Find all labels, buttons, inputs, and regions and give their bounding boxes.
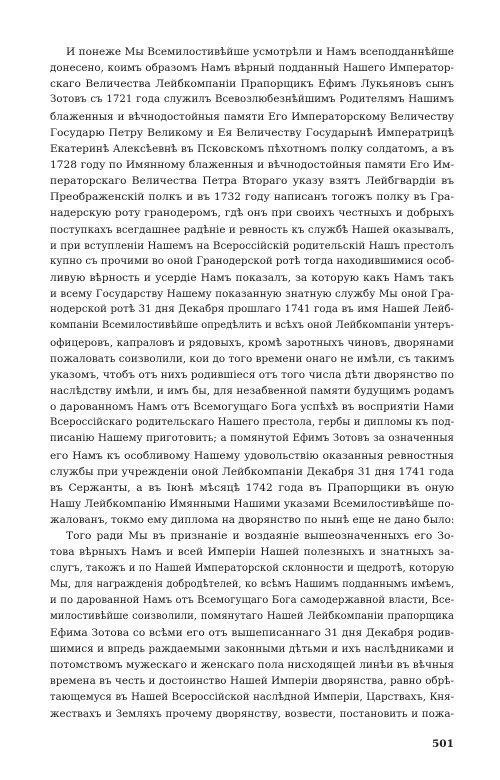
text-line: потомствомъ мужескаго и женскаго пола нисходящей линѣи въ вѣчныя: [50, 659, 454, 672]
text-line: писанію Нашему приготовить; а помянутой Ефимъ Зотовъ за означенныя: [50, 433, 454, 445]
text-line: компаніи Всемилостивѣйше опредѣлить и всѣхъ оной Лейбкомпаніи унтеръ-: [50, 320, 454, 332]
text-line: и при вступленіи Нашемъ на Всероссійскій родительскій Нашъ престолъ: [50, 239, 454, 252]
text-line: блаженныя и вѣчнодостойныя памяти Его Императорскому Величеству: [50, 110, 454, 123]
text-line: донесено, коимъ образомъ Намъ вѣрный подданный Нашего Император-: [50, 62, 454, 75]
text-line: Того ради Мы въ признаніе и воздаяніе вышеозначенныхъ его Зо-: [66, 530, 454, 543]
text-line: наслѣдству имѣли, и имъ бы, для незабвенной памяти будущимъ родамъ: [50, 384, 454, 397]
text-line: его Намъ къ особливому Нашему удовольствію оказанныя ревностныя: [50, 449, 454, 462]
text-line: И понеже Мы Всемилостивѣйше усмотрѣли и Намъ всеподданнѣйше: [66, 46, 454, 58]
text-line: тающемуся въ Нашей Всероссійской наслѣдной Имперіи, Царствахъ, Кня-: [50, 691, 454, 703]
text-line: надерскую роту гранодеромъ, гдѣ онъ при своихъ честныхъ и добрыхъ: [50, 207, 454, 220]
text-line: о дарованномъ Намъ отъ Всемогущаго Бога успѣхѣ въ восприятіи Нами: [50, 401, 454, 414]
text-line: купно съ прочими во оной Гранодерской ротѣ тогда находившимися особ-: [50, 255, 455, 267]
text-line: Преображенскій полкъ и въ 1732 году написанъ тогожъ полку въ Гра-: [50, 191, 454, 204]
text-line: Мы, для награжденія добродѣтелей, ко всѣмъ Нашимъ подданнымъ имѣемъ,: [50, 578, 454, 590]
text-line: жествахъ и Земляхъ прочему дворянству, возвести, постановить и пожа-: [50, 707, 454, 720]
text-line: това вѣрныхъ Намъ и всей Имперіи Нашей полезныхъ и знатныхъ за-: [50, 546, 454, 559]
text-line: указомъ, чтобъ отъ нихъ родившіеся отъ того числа дѣти дворянство по: [50, 368, 454, 381]
text-line: Нашу Лейбкомпанію Имянными Нашими указами Всемилостивѣйше по-: [50, 497, 455, 510]
text-line: времена въ честь и достоинство Нашей Имперіи дворянства, равно обрѣ-: [50, 675, 454, 688]
text-line: и по дарованной Намъ отъ Всемогущаго Бога самодержавной власти, Все-: [50, 594, 454, 606]
text-line: нодерской ротѣ 31 дня Декабря прошлаго 1741 года въ имя Нашей Лейб-: [50, 304, 454, 316]
text-line: милостивѣйше соизволили, помянутаго Нашей Лейбкомпаніи прапорщика: [50, 610, 454, 622]
text-line: Всероссійскаго родительскаго Нашего престола, гербы и дипломы къ под-: [50, 417, 454, 429]
text-line: жалованъ, токмо ему диплома на дворянство по нынѣ еще не дано было:: [50, 514, 455, 527]
text-line: въ Сержанты, а въ Іюнѣ мѣсяцѣ 1742 года въ Прапорщики въ оную: [50, 481, 454, 494]
text-line: 1728 году по Имянному блаженныя и вѣчнодостойныя памяти Его Им-: [50, 158, 454, 171]
body-text: [50, 44, 454, 722]
text-line: Ефима Зотова со всѣми его отъ вышеписаннаго 31 дня Декабря родив-: [50, 627, 454, 640]
text-line: офицеровъ, капраловъ и рядовыхъ, кромѣ заротныхъ чиновъ, дворянами: [50, 336, 454, 349]
text-line: Екатеринѣ Алексѣевнѣ въ Псковскомъ пѣхотномъ полку солдатомъ, а въ: [50, 142, 454, 155]
text-line: Государю Петру Великому и Ея Величеству Государынѣ Императрицѣ: [50, 126, 454, 139]
text-line: пожаловать соизволили, кои до того времени онаго не имѣли, съ такимъ: [50, 352, 455, 365]
text-line: скаго Величества Лейбкомпаніи Прапорщикъ Ефимъ Лукьяновъ сынъ: [50, 78, 454, 91]
text-line: ливую вѣрность и усердіе Намъ показалъ, за которую какъ Намъ такъ: [50, 271, 454, 284]
text-line: службы при учрежденіи оной Лейбкомпаніи Декабря 31 дня 1741 года: [50, 465, 454, 478]
text-line: шимися и впредь раждаемыми законными дѣтьми и ихъ наслѣдниками и: [50, 643, 454, 656]
text-line: ператорскаго Величества Петра Втораго указу взятъ Лейбгвардіи въ: [50, 175, 454, 188]
text-line: слугъ, такожъ и по Нашей Императорской склонности и щедротѣ, которую: [50, 562, 454, 574]
text-line: поступкахъ всегдашнее радѣніе и ревность къ службѣ Нашей оказывалъ,: [50, 223, 454, 236]
text-line: Зотовъ съ 1721 года служилъ Всевозлюбезнѣйшимъ Родителямъ Нашимъ: [50, 94, 454, 106]
text-line: и всему Государству Нашему показанную знатную службу Мы оной Гра-: [50, 288, 454, 301]
page-number: 501: [432, 738, 454, 750]
